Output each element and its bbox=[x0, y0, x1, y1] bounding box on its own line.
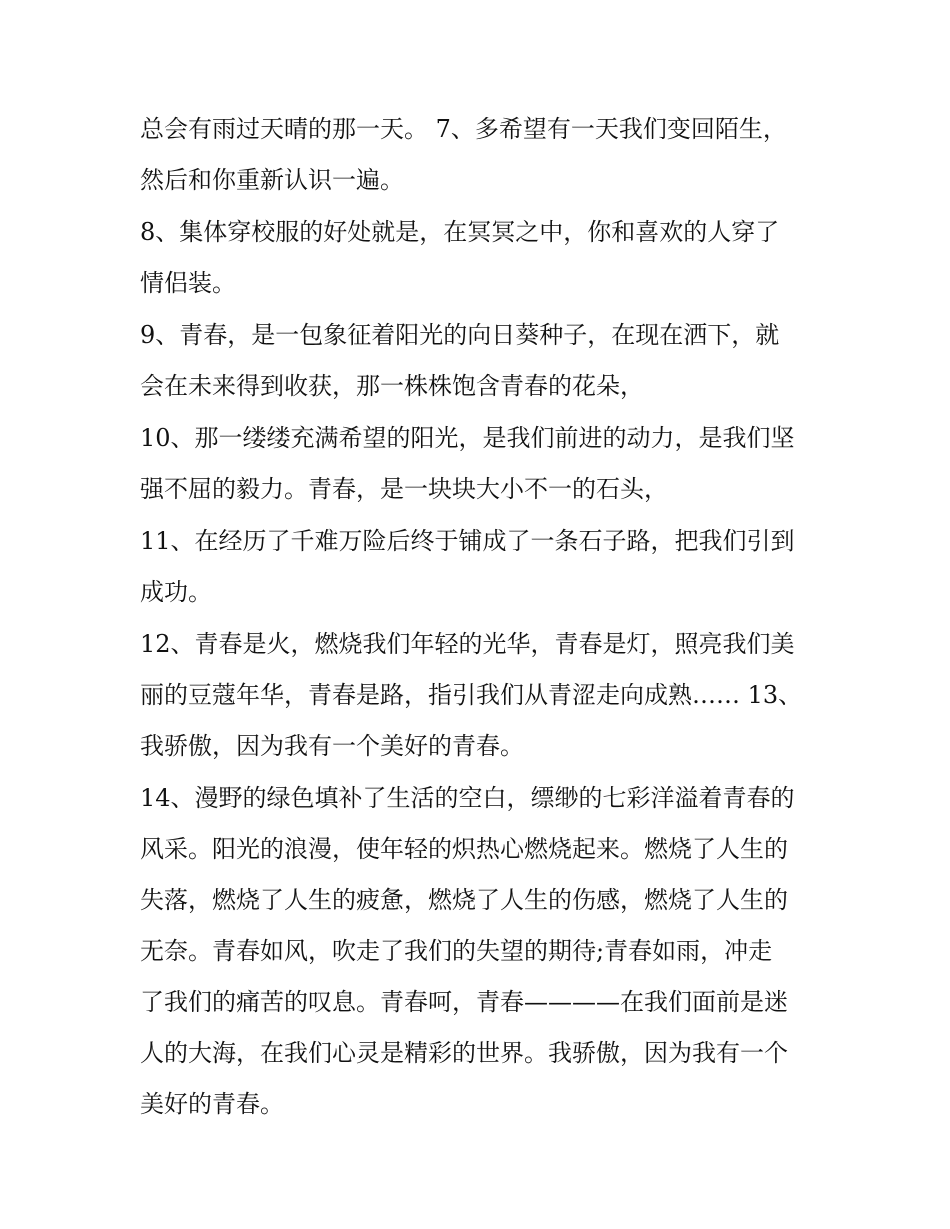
text-line: 11、在经历了千难万险后终于铺成了一条石子路，把我们引到 bbox=[140, 527, 795, 555]
text-line: 失落，燃烧了人生的疲惫，燃烧了人生的伤感，燃烧了人生的 bbox=[140, 886, 788, 914]
text-line: 8、集体穿校服的好处就是，在冥冥之中，你和喜欢的人穿了 bbox=[140, 218, 780, 246]
text-line: 14、漫野的绿色填补了生活的空白，缥缈的七彩洋溢着青春的 bbox=[140, 784, 795, 812]
text-line: 情侣装。 bbox=[140, 269, 236, 297]
text-line: 无奈。青春如风，吹走了我们的失望的期待;青春如雨，冲走 bbox=[140, 937, 773, 965]
text-line: 强不屈的毅力。青春，是一块块大小不一的石头， bbox=[140, 475, 668, 503]
text-line: 10、那一缕缕充满希望的阳光，是我们前进的动力，是我们坚 bbox=[140, 424, 795, 452]
text-line: 丽的豆蔻年华，青春是路，指引我们从青涩走向成熟…… 13、 bbox=[140, 681, 803, 709]
text-line: 总会有雨过天晴的那一天。 7、多希望有一天我们变回陌生， bbox=[140, 115, 787, 143]
text-line: 人的大海，在我们心灵是精彩的世界。我骄傲，因为我有一个 bbox=[140, 1039, 788, 1067]
text-line: 成功。 bbox=[140, 578, 212, 606]
text-line: 了我们的痛苦的叹息。青春呵，青春————在我们面前是迷 bbox=[140, 988, 788, 1016]
text-line: 然后和你重新认识一遍。 bbox=[140, 166, 404, 194]
text-line: 美好的青春。 bbox=[140, 1090, 284, 1118]
text-line: 会在未来得到收获，那一株株饱含青春的花朵， bbox=[140, 372, 644, 400]
text-line: 12、青春是火，燃烧我们年轻的光华，青春是灯，照亮我们美 bbox=[140, 630, 795, 658]
text-line: 9、青春，是一包象征着阳光的向日葵种子，在现在洒下，就 bbox=[140, 321, 780, 349]
text-line: 我骄傲，因为我有一个美好的青春。 bbox=[140, 732, 524, 760]
document-body bbox=[140, 104, 820, 1130]
text-line: 风采。阳光的浪漫，使年轻的炽热心燃烧起来。燃烧了人生的 bbox=[140, 835, 788, 863]
